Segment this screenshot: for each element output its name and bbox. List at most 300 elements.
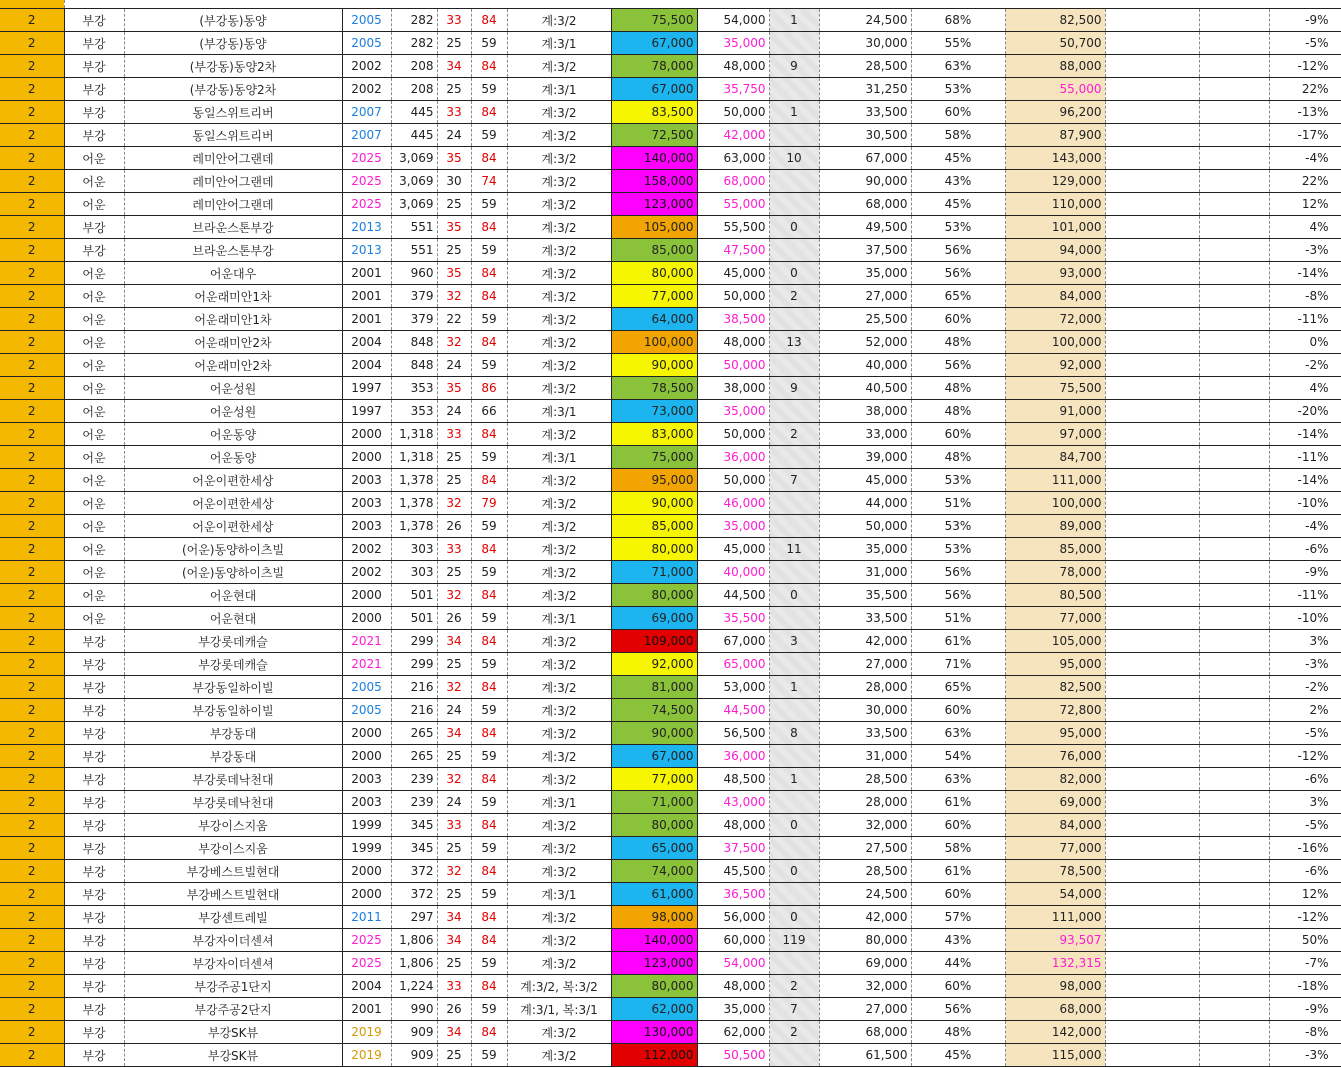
- cell-py[interactable]: 59: [471, 745, 507, 768]
- cell-type[interactable]: 계:3/2: [507, 699, 611, 722]
- cell-chg[interactable]: 4%: [1269, 377, 1341, 400]
- cell-chg[interactable]: 12%: [1269, 883, 1341, 906]
- cell-year[interactable]: 1997: [342, 377, 391, 400]
- cell-type[interactable]: 계:3/2, 복:3/2: [507, 975, 611, 998]
- empty-cell[interactable]: [1199, 768, 1269, 791]
- empty-cell[interactable]: [1199, 78, 1269, 101]
- cell-ratio[interactable]: 53%: [911, 515, 1005, 538]
- cell-avg[interactable]: 88,000: [1005, 55, 1105, 78]
- empty-cell[interactable]: [1199, 423, 1269, 446]
- cell-py[interactable]: 59: [471, 78, 507, 101]
- cell-area[interactable]: 34: [437, 1021, 471, 1044]
- cell-year[interactable]: 2025: [342, 929, 391, 952]
- cell-area[interactable]: 32: [437, 768, 471, 791]
- cell-v1[interactable]: 28,000: [819, 676, 911, 699]
- cell-chg[interactable]: -4%: [1269, 515, 1341, 538]
- cell-units[interactable]: 239: [391, 791, 437, 814]
- cell-cnt[interactable]: [769, 607, 819, 630]
- cell-name[interactable]: 부강주공2단지: [124, 998, 342, 1021]
- cell-name[interactable]: 레미안어그랜데: [124, 147, 342, 170]
- cell-v1[interactable]: 38,000: [819, 400, 911, 423]
- cell-units[interactable]: 848: [391, 354, 437, 377]
- cell-price[interactable]: 80,000: [611, 262, 697, 285]
- cell-price[interactable]: 78,000: [611, 55, 697, 78]
- cell-type[interactable]: 계:3/2: [507, 768, 611, 791]
- cell-py[interactable]: 84: [471, 768, 507, 791]
- cell-area[interactable]: 32: [437, 676, 471, 699]
- cell-jeonse[interactable]: 42,000: [697, 124, 769, 147]
- empty-cell[interactable]: [1199, 791, 1269, 814]
- cell-price[interactable]: 62,000: [611, 998, 697, 1021]
- empty-cell[interactable]: [1199, 147, 1269, 170]
- cell-ratio[interactable]: 53%: [911, 469, 1005, 492]
- empty-cell[interactable]: [1105, 193, 1199, 216]
- cell-ratio[interactable]: 48%: [911, 331, 1005, 354]
- cell-ratio[interactable]: 71%: [911, 653, 1005, 676]
- cell-ratio[interactable]: 63%: [911, 55, 1005, 78]
- cell-jeonse[interactable]: 50,000: [697, 285, 769, 308]
- cell-region[interactable]: 어운: [64, 469, 124, 492]
- cell[interactable]: [64, 0, 1341, 9]
- cell-cnt[interactable]: 13: [769, 331, 819, 354]
- cell-name[interactable]: 동일스위트리버: [124, 124, 342, 147]
- cell-rank[interactable]: 2: [0, 676, 64, 699]
- cell-type[interactable]: 계:3/2: [507, 308, 611, 331]
- cell-region[interactable]: 부강: [64, 952, 124, 975]
- empty-cell[interactable]: [1199, 538, 1269, 561]
- cell-cnt[interactable]: 9: [769, 55, 819, 78]
- cell-area[interactable]: 35: [437, 377, 471, 400]
- cell-jeonse[interactable]: 56,500: [697, 722, 769, 745]
- cell-avg[interactable]: 96,200: [1005, 101, 1105, 124]
- empty-cell[interactable]: [1199, 101, 1269, 124]
- cell-jeonse[interactable]: 36,500: [697, 883, 769, 906]
- cell-avg[interactable]: 77,000: [1005, 607, 1105, 630]
- empty-cell[interactable]: [1105, 354, 1199, 377]
- cell-year[interactable]: 2002: [342, 561, 391, 584]
- cell-year[interactable]: 2025: [342, 147, 391, 170]
- cell-v1[interactable]: 30,500: [819, 124, 911, 147]
- cell-chg[interactable]: -2%: [1269, 354, 1341, 377]
- cell-v1[interactable]: 90,000: [819, 170, 911, 193]
- cell-region[interactable]: 어운: [64, 515, 124, 538]
- cell-v1[interactable]: 31,250: [819, 78, 911, 101]
- cell-chg[interactable]: 22%: [1269, 78, 1341, 101]
- cell-jeonse[interactable]: 45,000: [697, 538, 769, 561]
- cell-name[interactable]: 어운동양: [124, 446, 342, 469]
- empty-cell[interactable]: [1105, 101, 1199, 124]
- cell-units[interactable]: 216: [391, 676, 437, 699]
- cell-v1[interactable]: 28,000: [819, 791, 911, 814]
- cell-chg[interactable]: 3%: [1269, 791, 1341, 814]
- cell-chg[interactable]: -13%: [1269, 101, 1341, 124]
- cell-price[interactable]: 83,500: [611, 101, 697, 124]
- cell-avg[interactable]: 93,507: [1005, 929, 1105, 952]
- cell-rank[interactable]: 2: [0, 423, 64, 446]
- empty-cell[interactable]: [1199, 883, 1269, 906]
- cell-rank[interactable]: 2: [0, 975, 64, 998]
- cell-avg[interactable]: 111,000: [1005, 469, 1105, 492]
- empty-cell[interactable]: [1105, 860, 1199, 883]
- cell-units[interactable]: 501: [391, 607, 437, 630]
- cell-ratio[interactable]: 63%: [911, 768, 1005, 791]
- cell-py[interactable]: 59: [471, 561, 507, 584]
- cell-jeonse[interactable]: 48,000: [697, 975, 769, 998]
- cell-avg[interactable]: 111,000: [1005, 906, 1105, 929]
- empty-cell[interactable]: [1105, 446, 1199, 469]
- empty-cell[interactable]: [1199, 354, 1269, 377]
- cell-chg[interactable]: -3%: [1269, 1044, 1341, 1067]
- cell-avg[interactable]: 78,500: [1005, 860, 1105, 883]
- cell-py[interactable]: 84: [471, 630, 507, 653]
- cell-v1[interactable]: 33,500: [819, 607, 911, 630]
- cell-chg[interactable]: -17%: [1269, 124, 1341, 147]
- cell-type[interactable]: 계:3/2: [507, 423, 611, 446]
- cell-type[interactable]: 계:3/2: [507, 1044, 611, 1067]
- cell-units[interactable]: 345: [391, 814, 437, 837]
- cell-ratio[interactable]: 51%: [911, 492, 1005, 515]
- cell-year[interactable]: 2002: [342, 55, 391, 78]
- cell-cnt[interactable]: [769, 78, 819, 101]
- cell-units[interactable]: 3,069: [391, 147, 437, 170]
- cell-jeonse[interactable]: 35,000: [697, 32, 769, 55]
- cell-type[interactable]: 계:3/2: [507, 9, 611, 32]
- cell-chg[interactable]: -11%: [1269, 446, 1341, 469]
- cell-price[interactable]: 130,000: [611, 1021, 697, 1044]
- cell-name[interactable]: 어운이편한세상: [124, 515, 342, 538]
- empty-cell[interactable]: [1105, 32, 1199, 55]
- cell-avg[interactable]: 143,000: [1005, 147, 1105, 170]
- empty-cell[interactable]: [1105, 377, 1199, 400]
- empty-cell[interactable]: [1199, 216, 1269, 239]
- cell-price[interactable]: 105,000: [611, 216, 697, 239]
- cell-v1[interactable]: 30,000: [819, 699, 911, 722]
- cell-cnt[interactable]: [769, 883, 819, 906]
- cell-year[interactable]: 1999: [342, 814, 391, 837]
- cell-area[interactable]: 34: [437, 906, 471, 929]
- cell-jeonse[interactable]: 62,000: [697, 1021, 769, 1044]
- cell-price[interactable]: 80,000: [611, 975, 697, 998]
- cell-price[interactable]: 80,000: [611, 584, 697, 607]
- cell-type[interactable]: 계:3/2: [507, 929, 611, 952]
- cell-cnt[interactable]: 0: [769, 860, 819, 883]
- cell-area[interactable]: 33: [437, 975, 471, 998]
- cell-units[interactable]: 1,378: [391, 469, 437, 492]
- cell-type[interactable]: 계:3/1, 복:3/1: [507, 998, 611, 1021]
- empty-cell[interactable]: [1105, 929, 1199, 952]
- empty-cell[interactable]: [1105, 423, 1199, 446]
- cell-year[interactable]: 2025: [342, 952, 391, 975]
- cell-ratio[interactable]: 53%: [911, 78, 1005, 101]
- cell-cnt[interactable]: [769, 515, 819, 538]
- cell-region[interactable]: 부강: [64, 837, 124, 860]
- cell-year[interactable]: 2021: [342, 653, 391, 676]
- cell-name[interactable]: 어운래미안1차: [124, 308, 342, 331]
- cell-region[interactable]: 어운: [64, 193, 124, 216]
- empty-cell[interactable]: [1199, 285, 1269, 308]
- empty-cell[interactable]: [1105, 1021, 1199, 1044]
- cell-cnt[interactable]: 3: [769, 630, 819, 653]
- empty-cell[interactable]: [1199, 9, 1269, 32]
- cell-price[interactable]: 61,000: [611, 883, 697, 906]
- cell-v1[interactable]: 27,000: [819, 653, 911, 676]
- cell-price[interactable]: 80,000: [611, 538, 697, 561]
- cell-rank[interactable]: 2: [0, 193, 64, 216]
- cell-v1[interactable]: 39,000: [819, 446, 911, 469]
- empty-cell[interactable]: [1199, 492, 1269, 515]
- cell-avg[interactable]: 89,000: [1005, 515, 1105, 538]
- cell-area[interactable]: 33: [437, 9, 471, 32]
- cell-rank[interactable]: 2: [0, 768, 64, 791]
- cell-jeonse[interactable]: 48,000: [697, 331, 769, 354]
- cell-area[interactable]: 25: [437, 561, 471, 584]
- empty-cell[interactable]: [1105, 791, 1199, 814]
- cell-v1[interactable]: 33,500: [819, 722, 911, 745]
- cell-v1[interactable]: 42,000: [819, 630, 911, 653]
- cell-jeonse[interactable]: 36,000: [697, 745, 769, 768]
- cell-chg[interactable]: -4%: [1269, 147, 1341, 170]
- cell-area[interactable]: 32: [437, 492, 471, 515]
- cell-chg[interactable]: 2%: [1269, 699, 1341, 722]
- cell-v1[interactable]: 45,000: [819, 469, 911, 492]
- cell-area[interactable]: 25: [437, 239, 471, 262]
- empty-cell[interactable]: [1199, 814, 1269, 837]
- cell-price[interactable]: 74,500: [611, 699, 697, 722]
- cell-ratio[interactable]: 48%: [911, 377, 1005, 400]
- cell-units[interactable]: 1,806: [391, 952, 437, 975]
- empty-cell[interactable]: [1105, 952, 1199, 975]
- cell-ratio[interactable]: 56%: [911, 239, 1005, 262]
- cell-rank[interactable]: 2: [0, 814, 64, 837]
- cell-chg[interactable]: -11%: [1269, 308, 1341, 331]
- cell-v1[interactable]: 35,000: [819, 262, 911, 285]
- cell-avg[interactable]: 132,315: [1005, 952, 1105, 975]
- cell-chg[interactable]: -2%: [1269, 676, 1341, 699]
- cell-units[interactable]: 960: [391, 262, 437, 285]
- cell-ratio[interactable]: 48%: [911, 1021, 1005, 1044]
- cell-units[interactable]: 990: [391, 998, 437, 1021]
- cell-rank[interactable]: 2: [0, 262, 64, 285]
- cell-type[interactable]: 계:3/2: [507, 515, 611, 538]
- cell-price[interactable]: 80,000: [611, 814, 697, 837]
- cell-year[interactable]: 2019: [342, 1021, 391, 1044]
- empty-cell[interactable]: [1105, 216, 1199, 239]
- cell-jeonse[interactable]: 38,500: [697, 308, 769, 331]
- cell-type[interactable]: 계:3/2: [507, 469, 611, 492]
- cell-jeonse[interactable]: 35,000: [697, 515, 769, 538]
- cell-units[interactable]: 1,224: [391, 975, 437, 998]
- cell-rank[interactable]: 2: [0, 630, 64, 653]
- cell-avg[interactable]: 76,000: [1005, 745, 1105, 768]
- cell-avg[interactable]: 100,000: [1005, 331, 1105, 354]
- cell-units[interactable]: 445: [391, 124, 437, 147]
- cell-jeonse[interactable]: 50,000: [697, 354, 769, 377]
- cell-units[interactable]: 282: [391, 9, 437, 32]
- cell-ratio[interactable]: 45%: [911, 147, 1005, 170]
- cell-ratio[interactable]: 51%: [911, 607, 1005, 630]
- empty-cell[interactable]: [1199, 469, 1269, 492]
- cell-units[interactable]: 1,318: [391, 446, 437, 469]
- empty-cell[interactable]: [1199, 308, 1269, 331]
- cell-year[interactable]: 2007: [342, 124, 391, 147]
- cell-py[interactable]: 59: [471, 653, 507, 676]
- cell-py[interactable]: 84: [471, 584, 507, 607]
- cell-year[interactable]: 2004: [342, 331, 391, 354]
- cell-year[interactable]: 2001: [342, 998, 391, 1021]
- cell-py[interactable]: 84: [471, 814, 507, 837]
- cell-type[interactable]: 계:3/2: [507, 354, 611, 377]
- cell-price[interactable]: 90,000: [611, 354, 697, 377]
- cell-v1[interactable]: 80,000: [819, 929, 911, 952]
- cell-type[interactable]: 계:3/2: [507, 101, 611, 124]
- cell-units[interactable]: 3,069: [391, 193, 437, 216]
- cell-v1[interactable]: 24,500: [819, 883, 911, 906]
- cell-v1[interactable]: 42,000: [819, 906, 911, 929]
- cell-area[interactable]: 34: [437, 929, 471, 952]
- cell-avg[interactable]: 54,000: [1005, 883, 1105, 906]
- cell-ratio[interactable]: 48%: [911, 400, 1005, 423]
- cell-jeonse[interactable]: 60,000: [697, 929, 769, 952]
- cell-year[interactable]: 2000: [342, 584, 391, 607]
- cell-name[interactable]: 부강롯데낙천대: [124, 791, 342, 814]
- cell-type[interactable]: 계:3/2: [507, 630, 611, 653]
- cell-price[interactable]: 72,500: [611, 124, 697, 147]
- cell-year[interactable]: 2013: [342, 216, 391, 239]
- cell-jeonse[interactable]: 50,000: [697, 469, 769, 492]
- cell-chg[interactable]: -18%: [1269, 975, 1341, 998]
- cell-chg[interactable]: 22%: [1269, 170, 1341, 193]
- cell-py[interactable]: 59: [471, 239, 507, 262]
- empty-cell[interactable]: [1199, 722, 1269, 745]
- cell-chg[interactable]: 3%: [1269, 630, 1341, 653]
- cell-chg[interactable]: -9%: [1269, 998, 1341, 1021]
- cell-name[interactable]: 부강베스트빌현대: [124, 860, 342, 883]
- cell-region[interactable]: 어운: [64, 377, 124, 400]
- cell-price[interactable]: 77,000: [611, 285, 697, 308]
- empty-cell[interactable]: [1105, 170, 1199, 193]
- cell-avg[interactable]: 91,000: [1005, 400, 1105, 423]
- cell-year[interactable]: 2005: [342, 676, 391, 699]
- cell-rank[interactable]: 2: [0, 906, 64, 929]
- cell-region[interactable]: 부강: [64, 699, 124, 722]
- cell-jeonse[interactable]: 48,500: [697, 768, 769, 791]
- cell-price[interactable]: 100,000: [611, 331, 697, 354]
- cell-rank[interactable]: 2: [0, 400, 64, 423]
- cell-py[interactable]: 84: [471, 55, 507, 78]
- cell-v1[interactable]: 27,000: [819, 285, 911, 308]
- cell-year[interactable]: 2003: [342, 515, 391, 538]
- cell-name[interactable]: 어운현대: [124, 584, 342, 607]
- cell-py[interactable]: 84: [471, 929, 507, 952]
- cell-rank[interactable]: 2: [0, 32, 64, 55]
- cell-jeonse[interactable]: 55,500: [697, 216, 769, 239]
- cell-rank[interactable]: 2: [0, 1021, 64, 1044]
- cell-chg[interactable]: -16%: [1269, 837, 1341, 860]
- cell-price[interactable]: 67,000: [611, 32, 697, 55]
- cell-name[interactable]: 어운이편한세상: [124, 492, 342, 515]
- cell-jeonse[interactable]: 35,500: [697, 607, 769, 630]
- empty-cell[interactable]: [1105, 607, 1199, 630]
- cell-price[interactable]: 123,000: [611, 952, 697, 975]
- cell-name[interactable]: (어운)동양하이츠빌: [124, 561, 342, 584]
- cell-type[interactable]: 계:3/2: [507, 492, 611, 515]
- cell-units[interactable]: 501: [391, 584, 437, 607]
- cell-area[interactable]: 24: [437, 699, 471, 722]
- cell-ratio[interactable]: 65%: [911, 676, 1005, 699]
- empty-cell[interactable]: [1105, 538, 1199, 561]
- cell-year[interactable]: 2011: [342, 906, 391, 929]
- cell-price[interactable]: 98,000: [611, 906, 697, 929]
- cell-region[interactable]: 부강: [64, 929, 124, 952]
- cell-py[interactable]: 59: [471, 699, 507, 722]
- empty-cell[interactable]: [1199, 975, 1269, 998]
- cell-price[interactable]: 81,000: [611, 676, 697, 699]
- cell-type[interactable]: 계:3/2: [507, 722, 611, 745]
- cell-avg[interactable]: 82,500: [1005, 676, 1105, 699]
- cell-units[interactable]: 282: [391, 32, 437, 55]
- cell-avg[interactable]: 55,000: [1005, 78, 1105, 101]
- cell-avg[interactable]: 94,000: [1005, 239, 1105, 262]
- cell-v1[interactable]: 28,500: [819, 768, 911, 791]
- cell-ratio[interactable]: 60%: [911, 814, 1005, 837]
- cell-avg[interactable]: 100,000: [1005, 492, 1105, 515]
- empty-cell[interactable]: [1199, 676, 1269, 699]
- cell-avg[interactable]: 84,000: [1005, 285, 1105, 308]
- cell-cnt[interactable]: 8: [769, 722, 819, 745]
- empty-cell[interactable]: [1199, 584, 1269, 607]
- cell-region[interactable]: 부강: [64, 975, 124, 998]
- empty-cell[interactable]: [1105, 814, 1199, 837]
- cell-rank[interactable]: 2: [0, 285, 64, 308]
- cell-jeonse[interactable]: 55,000: [697, 193, 769, 216]
- cell-units[interactable]: 208: [391, 78, 437, 101]
- cell-cnt[interactable]: 0: [769, 906, 819, 929]
- cell-rank[interactable]: 2: [0, 239, 64, 262]
- empty-cell[interactable]: [1199, 1044, 1269, 1067]
- cell-year[interactable]: 2001: [342, 285, 391, 308]
- cell-chg[interactable]: -5%: [1269, 32, 1341, 55]
- cell-avg[interactable]: 85,000: [1005, 538, 1105, 561]
- empty-cell[interactable]: [1105, 584, 1199, 607]
- cell-py[interactable]: 59: [471, 308, 507, 331]
- cell-name[interactable]: 동일스위트리버: [124, 101, 342, 124]
- cell-name[interactable]: 브라운스톤부강: [124, 239, 342, 262]
- cell-cnt[interactable]: [769, 699, 819, 722]
- cell-v1[interactable]: 28,500: [819, 55, 911, 78]
- cell-chg[interactable]: -6%: [1269, 860, 1341, 883]
- cell-v1[interactable]: 68,000: [819, 193, 911, 216]
- cell-avg[interactable]: 84,000: [1005, 814, 1105, 837]
- cell-cnt[interactable]: [769, 354, 819, 377]
- cell-name[interactable]: 부강동일하이빌: [124, 676, 342, 699]
- cell-region[interactable]: 어운: [64, 285, 124, 308]
- cell-units[interactable]: 551: [391, 216, 437, 239]
- cell-rank[interactable]: 2: [0, 699, 64, 722]
- cell-ratio[interactable]: 54%: [911, 745, 1005, 768]
- cell-area[interactable]: 25: [437, 1044, 471, 1067]
- cell-py[interactable]: 66: [471, 400, 507, 423]
- cell-cnt[interactable]: 119: [769, 929, 819, 952]
- cell-cnt[interactable]: 0: [769, 584, 819, 607]
- cell-cnt[interactable]: [769, 170, 819, 193]
- cell-region[interactable]: 부강: [64, 745, 124, 768]
- cell-year[interactable]: 2007: [342, 101, 391, 124]
- cell-price[interactable]: 77,000: [611, 768, 697, 791]
- cell-price[interactable]: 78,500: [611, 377, 697, 400]
- cell-type[interactable]: 계:3/2: [507, 837, 611, 860]
- cell-units[interactable]: 1,318: [391, 423, 437, 446]
- cell-units[interactable]: 1,378: [391, 515, 437, 538]
